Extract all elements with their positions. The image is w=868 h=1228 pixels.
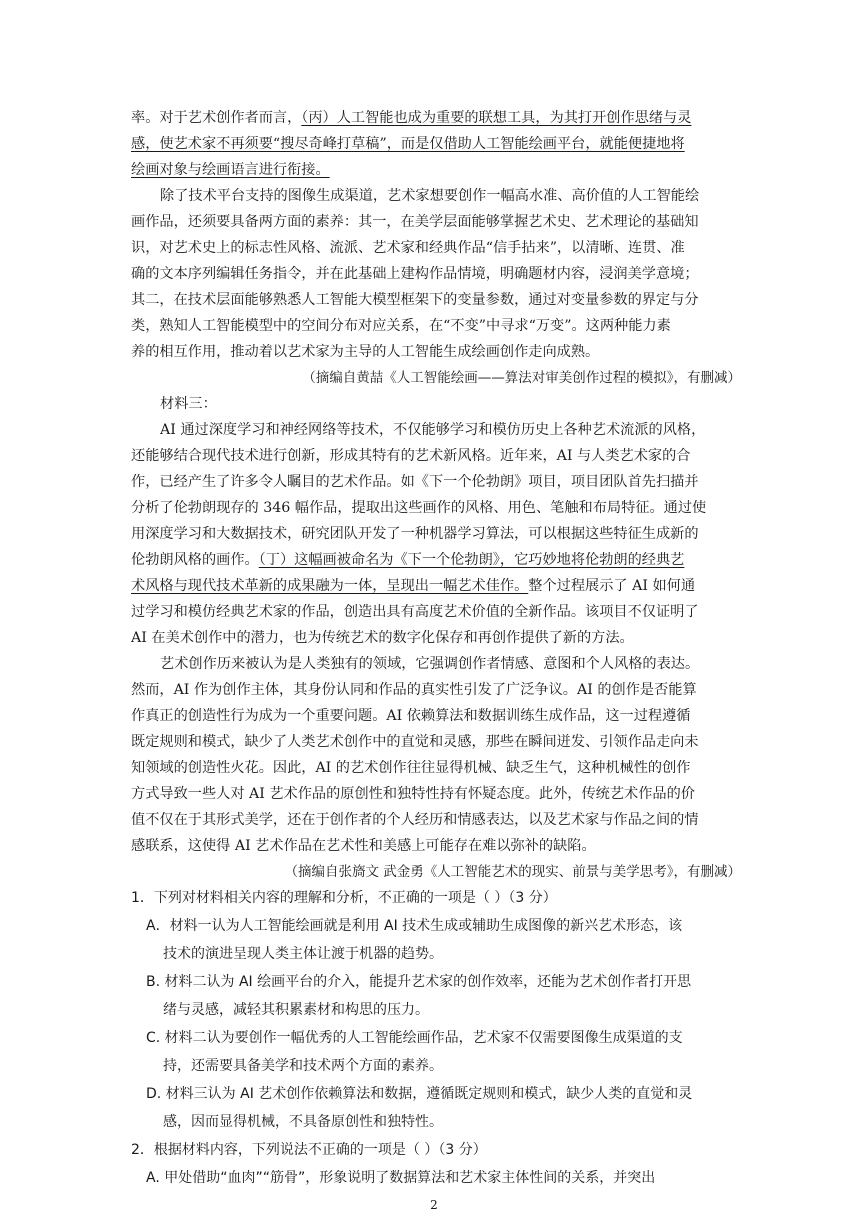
page-number: 2: [430, 1198, 438, 1212]
text-line: 知领域的创造性火花。因此，AI 的艺术创作往往显得机械、缺乏生气，这种机械性的创作: [131, 760, 691, 776]
text-line: 值不仅在于其形式美学，还在于创作者的个人经历和情感表达，以及艺术家与作品之间的情: [131, 812, 699, 828]
text-line: AI 在美术创作中的潜力，也为传统艺术的数字化保存和再创作提供了新的方法。: [131, 630, 634, 646]
option-a: A. 甲处借助“血肉”“筋骨”，形象说明了数据算法和艺术家主体性间的关系，并突出: [146, 1170, 656, 1186]
option-d: D. 材料三认为 AI 艺术创作依赖算法和数据，遵循既定规则和模式，缺少人类的直觉和灵: [146, 1086, 693, 1102]
text-line: 术风格与现代技术革新的成果融为一体，呈现出一幅艺术佳作。整个过程展示了 AI 如何通: [131, 578, 696, 594]
question-1: 1．下列对材料相关内容的理解和分析，不正确的一项是（ ）（3 分）: [131, 890, 557, 906]
text-line: 感，使艺术家不再须要“搜尽奇峰打草稿”，而是仅借助人工智能绘画平台，就能便捷地将: [131, 136, 685, 152]
paragraph-start: 艺术创作历来被认为是人类独有的领域，它强调创作者情感、意图和个人风格的表达。: [160, 656, 700, 672]
source-citation: （摘编自张旖文 武金勇《人工智能艺术的现实、前景与美学思考》，有删减）: [284, 864, 741, 880]
text-line: 养的相互作用，推动着以艺术家为主导的人工智能生成绘画创作走向成熟。: [131, 344, 600, 360]
text-line: 用深度学习和大数据技术，研究团队开发了一种机器学习算法，可以根据这些特征生成新的: [131, 526, 699, 542]
option-c: C. 材料二认为要创作一幅优秀的人工智能绘画作品，艺术家不仅需要图像生成渠道的支: [146, 1030, 683, 1046]
text-line: 感联系，这使得 AI 艺术作品在艺术性和美感上可能存在难以弥补的缺陷。: [131, 838, 596, 854]
text-line: 确的文本序列编辑任务指令，并在此基础上建构作品情境，明确题材内容，浸润美学意境；: [131, 266, 699, 282]
text-line: 作真正的创造性行为成为一个重要问题。AI 依赖算法和数据训练生成作品，这一过程遵循: [131, 708, 691, 724]
text-line: 绘画对象与绘画语言进行衔接。: [131, 162, 330, 178]
text-line: 然而，AI 作为创作主体，其身份认同和作品的真实性引发了广泛争议。AI 的创作是否能算: [131, 682, 697, 698]
text-line: 伦勃朗风格的画作。（丁）这幅画被命名为《下一个伦勃朗》，它巧妙地将伦勃朗的经典艺: [131, 552, 685, 568]
text-line: 类，熟知人工智能模型中的空间分布对应关系，在“不变”中寻求“万变”。这两种能力素: [131, 318, 671, 334]
text-line: 还能够结合现代技术进行创新，形成其特有的艺术新风格。近年来，AI 与人类艺术家的合: [131, 448, 691, 464]
text-line: 画作品，还须要具备两方面的素养：其一，在美学层面能够掌握艺术史、艺术理论的基础知: [131, 214, 699, 230]
text-line: 作，已经产生了许多令人瞩目的艺术作品。如《下一个伦勃朗》项目，项目团队首先扫描并: [131, 474, 699, 490]
text-line: 识，对艺术史上的标志性风格、流派、艺术家和经典作品“信手拈来”，以清晰、连贯、准: [131, 240, 685, 256]
text-line: 分析了伦勃朗现存的 346 幅作品，提取出这些画作的风格、用色、笔触和布局特征。通过使: [131, 500, 707, 516]
option-b: B. 材料二认为 AI 绘画平台的介入，能提升艺术家的创作效率，还能为艺术创作者打开思: [146, 974, 692, 990]
option-c-cont: 持，还需要具备美学和技术两个方面的素养。: [163, 1058, 443, 1074]
text-line: 其二，在技术层面能够熟悉人工智能大模型框架下的变量参数，通过对变量参数的界定与分: [131, 292, 699, 308]
paragraph-start: 除了技术平台支持的图像生成渠道，艺术家想要创作一幅高水准、高价值的人工智能绘: [160, 188, 700, 204]
paragraph-start: AI 通过深度学习和神经网络等技术，不仅能够学习和模仿历史上各种艺术流派的风格，: [160, 422, 706, 438]
text-line: 过学习和模仿经典艺术家的作品，创造出具有高度艺术价值的全新作品。该项目不仅证明了: [131, 604, 699, 620]
option-b-cont: 绪与灵感，减轻其积累素材和构思的压力。: [163, 1002, 429, 1018]
section-heading: 材料三：: [160, 396, 217, 412]
question-2: 2．根据材料内容，下列说法不正确的一项是（ ）（3 分）: [131, 1142, 487, 1158]
text-line: 方式导致一些人对 AI 艺术作品的原创性和独特性持有怀疑态度。此外，传统艺术作品的价: [131, 786, 695, 802]
source-citation: （摘编自黄喆《人工智能绘画——算法对审美创作过程的模拟》，有删减）: [302, 370, 741, 386]
option-a-cont: 技术的演进呈现人类主体让渡于机器的趋势。: [163, 946, 443, 962]
option-d-cont: 感，因而显得机械，不具备原创性和独特性。: [163, 1114, 443, 1130]
text-line: 既定规则和模式，缺少了人类艺术创作中的直觉和灵感，那些在瞬间迸发、引领作品走向未: [131, 734, 699, 750]
option-a: A．材料一认为人工智能绘画就是利用 AI 技术生成或辅助生成图像的新兴艺术形态，该: [146, 918, 683, 934]
text-line: 率。对于艺术创作者而言，（丙）人工智能也成为重要的联想工具，为其打开创作思绪与灵: [131, 110, 692, 126]
